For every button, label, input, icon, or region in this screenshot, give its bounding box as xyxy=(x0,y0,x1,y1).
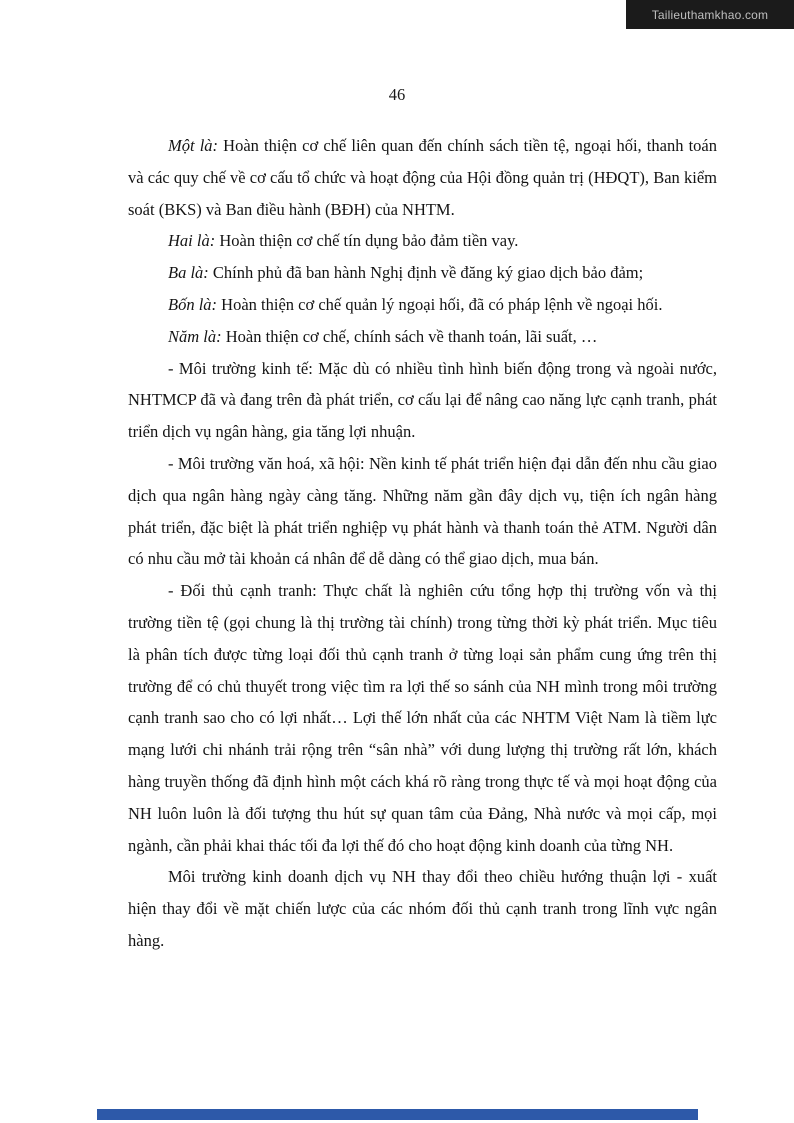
paragraph-lead: Bốn là: xyxy=(168,294,218,314)
paragraph-text: Chính phủ đã ban hành Nghị định về đăng ký giao dịch bảo đảm; xyxy=(208,263,644,283)
document-content xyxy=(128,130,717,957)
paragraph xyxy=(128,575,717,861)
paragraph xyxy=(128,257,717,289)
paragraph-text: - Đối thủ cạnh tranh: Thực chất là nghiên cứu tổng hợp thị trường vốn và thị trường tiền tệ (gọi chung là thị trường tài chính) trong từng thời kỳ phát triển. Mục tiêu là phân tích được từng loại đối thủ cạnh tranh ở từng loại sản phẩm cung ứng trên thị trường để có chủ thuyết trong việc tìm ra lợi thế so sánh của NH mình trong môi trường cạnh tranh sao cho có lợi nhất… Lợi thế lớn nhất của các NHTM Việt Nam là tiềm lực mạng lưới chi nhánh trải rộng trên “sân nhà” với dung lượng thị trường rất lớn, khách hàng truyền thống đã định hình một cách khá rõ ràng trong thực tế và mọi hoạt động của NH luôn luôn là đối tượng thu hút sự quan tâm của Đảng, Nhà nước và mọi cấp, mọi ngành, cần phải khai thác tối đa lợi thế đó cho hoạt động kinh doanh của từng NH. xyxy=(128,581,717,855)
paragraph xyxy=(128,448,717,575)
paragraph xyxy=(128,225,717,257)
page-number: 46 xyxy=(388,85,406,104)
paragraph xyxy=(128,861,717,956)
paragraph-lead: Hai là: xyxy=(168,231,216,251)
paragraph-text: Môi trường kinh doanh dịch vụ NH thay đổi theo chiều hướng thuận lợi - xuất hiện thay đổi về mặt chiến lược của các nhóm đối thủ cạnh tranh trong lĩnh vực ngân hàng. xyxy=(128,867,717,950)
paragraph-text: Hoàn thiện cơ chế quản lý ngoại hối, đã có pháp lệnh về ngoại hối. xyxy=(217,294,663,314)
paragraph xyxy=(128,353,717,448)
paragraph-lead: Năm là: xyxy=(168,326,222,346)
paragraph xyxy=(128,289,717,321)
paragraph-lead: Một là: xyxy=(168,136,219,155)
paragraph-text: - Môi trường kinh tế: Mặc dù có nhiều tình hình biến động trong và ngoài nước, NHTMCP đã và đang trên đà phát triển, cơ cấu lại để nâng cao năng lực cạnh tranh, phát triển dịch vụ ngân hàng, gia tăng lợi nhuận. xyxy=(128,358,717,442)
watermark-text[interactable]: Tailieuthamkhao.com xyxy=(651,7,769,22)
paragraph-text: Hoàn thiện cơ chế liên quan đến chính sách tiền tệ, ngoại hối, thanh toán và các quy chế về cơ cấu tổ chức và hoạt động của Hội đồng quản trị (HĐQT), Ban kiểm soát (BKS) và Ban điều hành (BĐH) của NHTM. xyxy=(128,136,717,219)
paragraph-text: - Môi trường văn hoá, xã hội: Nền kinh tế phát triển hiện đại dẫn đến nhu cầu giao dịch qua ngân hàng ngày càng tăng. Những năm gần đây dịch vụ, tiện ích ngân hàng phát triển, đặc biệt là phát triển nghiệp vụ phát hành và thanh toán thẻ ATM. Người dân có nhu cầu mở tài khoản cá nhân để dễ dàng có thể giao dịch, mua bán. xyxy=(128,453,717,569)
watermark xyxy=(626,0,794,29)
paragraph-text: Hoàn thiện cơ chế tín dụng bảo đảm tiền vay. xyxy=(215,231,519,251)
paragraph-lead: Ba là: xyxy=(168,263,209,283)
footer-bar xyxy=(97,1109,698,1120)
paragraph-text: Hoàn thiện cơ chế, chính sách về thanh toán, lãi suất, … xyxy=(221,326,598,346)
paragraph xyxy=(128,321,717,353)
paragraph xyxy=(128,130,717,225)
